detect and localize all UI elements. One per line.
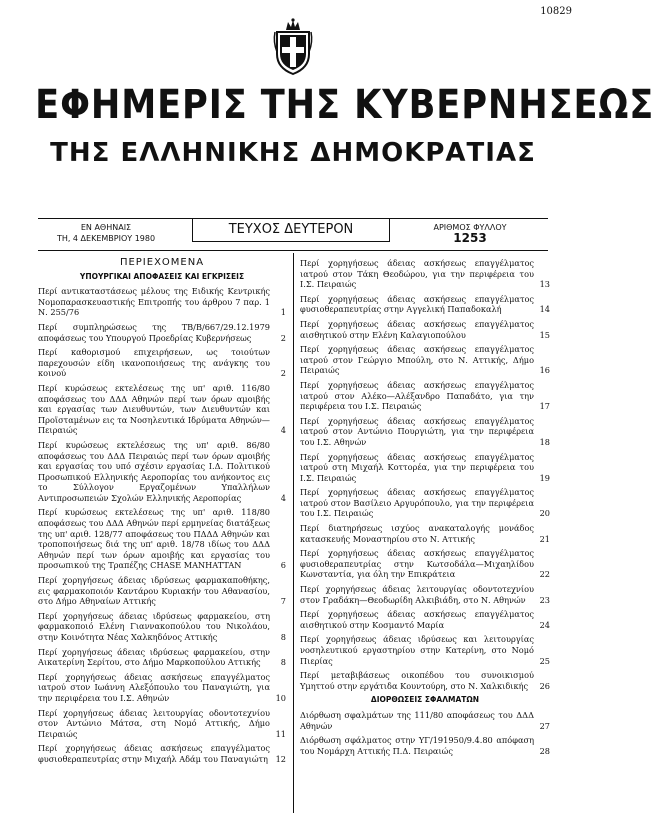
contents-entry — [38, 286, 286, 318]
contents-entry — [300, 344, 550, 376]
contents-heading: ΠΕΡΙΕΧΟΜΕΝΑ — [119, 257, 205, 268]
contents-entry — [300, 548, 550, 580]
entry-page-number: 2 — [280, 332, 286, 343]
entry-text: Περί καθορισμού επιχειρήσεων, ως τοιούτων παρεχουσών είδη ικανοποιήσεως της ανάγκης του κοινού — [38, 347, 270, 379]
entry-page-number: 13 — [539, 279, 550, 290]
contents-entry — [300, 634, 550, 666]
entry-page-number: 15 — [539, 329, 550, 340]
contents-entry — [38, 440, 286, 504]
entry-page-number: 6 — [280, 560, 286, 571]
contents-entry — [38, 347, 286, 379]
contents-entry — [38, 611, 286, 643]
entry-page-number: 8 — [280, 657, 286, 668]
contents-entry — [300, 735, 550, 756]
section-heading-corrections: ΔΙΟΡΘΩΣΕΙΣ ΣΦΑΛΜΑΤΩΝ — [370, 695, 480, 705]
entry-text: Περί χορηγήσεως άδειας ιδρύσεως φαρμακείου, στη φαρμακοποιό Ελένη Γιαννακοπούλου του Νικολάου, στην Κοινότητα Νέας Χαλκηδόνος Αττικής — [38, 610, 270, 642]
contents-entry — [38, 672, 286, 704]
entry-text: Διόρθωση σφάλματος στην ΥΓ/191950/9.4.80 απόφαση του Νομάρχη Αττικής Π.Δ. Πειραιώς — [300, 735, 534, 756]
entry-page-number: 4 — [280, 425, 286, 436]
entry-page-number: 19 — [539, 472, 550, 483]
entry-page-number: 28 — [539, 745, 550, 756]
entry-page-number: 12 — [275, 753, 286, 764]
greek-coat-of-arms-icon — [271, 18, 315, 76]
entry-text: Περί αντικαταστάσεως μέλους της Ειδικής Κεντρικής Νομοπαρασκευαστικής Επιτροπής του άρθρου 7 παρ. 1 Ν. 255/76 — [38, 286, 270, 318]
gazette-title: ΕΦΗΜΕΡΙΣ ΤΗΣ ΚΥΒΕΡΝΗΣΕΩΣ — [35, 82, 654, 128]
contents-entry — [300, 670, 550, 691]
entry-page-number: 10 — [275, 692, 286, 703]
contents-entry — [38, 743, 286, 764]
entry-page-number: 11 — [275, 728, 286, 739]
contents-entry — [38, 708, 286, 740]
entry-page-number: 22 — [539, 569, 550, 580]
entry-text: Περί χορηγήσεως άδειας ασκήσεως επαγγέλματος ιατρού στον Αλέκο—Αλέξανδρο Παπαδάτο, για την περιφέρεια του Ι.Σ. Πειραιώς — [300, 379, 534, 412]
entry-page-number: 4 — [280, 492, 286, 503]
entry-page-number: 16 — [539, 365, 550, 376]
entry-text: Περί κυρώσεως εκτελέσεως της υπ' αριθ. 116/80 αποφάσεως του ΔΔΔ Αθηνών περί των όρων αμοιβής και εργασίας των Διευθυντών, των Διευθυντών και Προϊσταμένων εις τα Νοσηλευτικά Ιδρύματα Αθηνών—Πειραιώς — [38, 382, 270, 436]
entry-text: Περί χορηγήσεως άδειας ασκήσεως επαγγέλματος ιατρού στη Μιχαήλ Κοττορέα, για την περιφέρεια του Ι.Σ. Πειραιώς — [300, 451, 534, 483]
contents-entry — [300, 416, 550, 448]
entry-text: Περί χορηγήσεως άδειας ασκήσεως επαγγέλματος φυσιοθεραπευτρίας στην Μιχαήλ Αδάμ του Παναγιώτη — [38, 743, 270, 764]
entry-page-number: 2 — [280, 368, 286, 379]
column-divider — [293, 253, 294, 813]
masthead-info — [0, 190, 586, 250]
entry-text: Περί διατηρήσεως ισχύος ανακαταλογής μονάδος κατασκευής Μοναστηρίου στο Ν. Αττικής — [300, 523, 534, 544]
issue-type-box: ΤΕΥΧΟΣ ΔΕΥΤΕΡΟΝ — [192, 218, 390, 242]
contents-list-right — [300, 258, 550, 691]
contents-entry — [300, 609, 550, 630]
entry-text: Περί χορηγήσεως άδειας λειτουργίας οδοντοτεχνίου στον Αντώνιο Μάτσα, στη Νομό Αττικής, Δήμο Πειραιώς — [38, 707, 270, 739]
entry-text: Περί χορηγήσεως άδειας ιδρύσεως και λειτουργίας νοσηλευτικού εργαστηρίου στην Κατερίνη, στο Νομό Πιερίας — [300, 634, 534, 666]
contents-entry — [38, 575, 286, 607]
sheet-number: 1253 — [453, 231, 487, 245]
entry-page-number: 1 — [280, 307, 286, 318]
entry-page-number: 18 — [539, 436, 550, 447]
contents-entry — [300, 487, 550, 519]
entry-page-number: 27 — [539, 720, 550, 731]
entry-text: Περί κυρώσεως εκτελέσεως της υπ' αριθ. 86/80 αποφάσεως του ΔΔΔ Πειραιώς περί των όρων αμοιβής και εργασίας του υπό σχέσιν εργασίας Ι.Δ. Πολιτικού Προσωπικού Ελληνικής Αεροπορίας του ανήκοντος εις το Σύλλογον Εργαζομένων Υπαλλήλων Αντιπροσωπειών Σχολών Ελληνικής Αεροπορίας — [38, 439, 270, 503]
entry-text: Περί συμπληρώσεως της ΤΒ/Β/667/29.12.1979 αποφάσεως του Υπουργού Προεδρίας Κυβερνήσεως — [38, 321, 270, 343]
entry-text: Περί κυρώσεως εκτελέσεως της υπ' αριθ. 118/80 αποφάσεως του ΔΔΔ Αθηνών περί ερμηνείας διατάξεως της υπ' αριθ. 128/77 αποφάσεως του ΠΔΔΔ Αθηνών και τροποποιήσεως διά της υπ' αριθ. 18/78 ιδίως του ΔΔΔ Αθηνών περί των όρων αμοιβής και εργασίας του προσωπικού της Τραπέζης CHASE MANHATTAN — [38, 507, 270, 571]
entry-page-number: 24 — [539, 619, 550, 630]
contents-list-left — [38, 286, 286, 764]
entry-page-number: 17 — [539, 401, 550, 412]
contents-entry — [38, 507, 286, 571]
contents-entry — [300, 523, 550, 544]
entry-text: Περί χορηγήσεως άδειας λειτουργίας οδοντοτεχνίου στον Γραδάκη—Θεοδωρίδη Αλκιβιάδη, στο Ν. Αθηνών — [300, 584, 534, 605]
sheet-number-label: ΑΡΙΘΜΟΣ ΦΥΛΛΟΥ — [433, 223, 507, 232]
entry-text: Περί χορηγήσεως άδειας ασκήσεως επαγγέλματος ιατρού στον Ιωάννη Αλεξόπουλο του Παναγιώτη, για την περιφέρεια του Ι.Σ. Αθηνών — [38, 671, 270, 703]
contents-entry — [38, 383, 286, 436]
contents-entry — [300, 452, 550, 484]
issue-date: ΤΗ, 4 ΔΕΚΕΜΒΡΙΟΥ 1980 — [56, 234, 156, 243]
entry-text: Περί χορηγήσεως άδειας ασκήσεως επαγγέλματος φυσιοθεραπευτρίας στην Κωτσοδάλα—Μιχαηλίδου Κωνσταντία, για όλη την Επικράτεια — [300, 548, 534, 580]
issue-place: ΕΝ ΑΘΗΝΑΙΣ — [80, 223, 132, 232]
page-number: 10829 — [540, 6, 572, 17]
gazette-subtitle: ΤΗΣ ΕΛΛΗΝΙΚΗΣ ΔΗΜΟΚΡΑΤΙΑΣ — [50, 138, 536, 168]
contents-right-column — [300, 258, 550, 760]
entry-page-number: 7 — [280, 596, 286, 607]
entry-page-number: 8 — [280, 632, 286, 642]
entry-text: Περί χορηγήσεως άδειας ιδρύσεως φαρμακαποθήκης, εις φαρμακοποιόν Καντάρου Κυριακήν του Αθανασίου, στο Δήμο Αθηναίων Αττικής — [38, 575, 270, 607]
entry-text: Περί μεταβιβάσεως οικοπέδου του συνοικισμού Υμηττού στην εργάτιδα Κουντούρη, στο Ν. Χαλκιδικής — [300, 670, 534, 691]
contents-entry — [38, 647, 286, 668]
entry-text: Περί χορηγήσεως άδειας ασκήσεως επαγγέλματος ιατρού στον Τάκη Θεοδώρου, για την περιφέρεια του Ι.Σ. Πειραιώς — [300, 258, 534, 290]
entry-text: Περί χορηγήσεως άδειας ασκήσεως επαγγέλματος αισθητικού στην Κοσμαντό Μαρία — [300, 609, 534, 630]
contents-entry — [300, 584, 550, 605]
entry-page-number: 26 — [539, 680, 550, 691]
corrections-list — [300, 710, 550, 756]
sheet-number-block — [400, 222, 540, 244]
contents-entry — [300, 380, 550, 412]
entry-page-number: 20 — [539, 508, 550, 519]
contents-entry — [300, 319, 550, 340]
entry-page-number: 23 — [539, 594, 550, 605]
contents-entry — [38, 322, 286, 343]
section-heading-decisions: ΥΠΟΥΡΓΙΚΑΙ ΑΠΟΦΑΣΕΙΣ ΚΑΙ ΕΓΚΡΙΣΕΙΣ — [79, 271, 245, 281]
contents-entry — [300, 710, 550, 731]
entry-page-number: 25 — [539, 655, 550, 666]
contents-left-column — [38, 258, 286, 769]
entry-text: Περί χορηγήσεως άδειας ασκήσεως επαγγέλματος ιατρού στον Βασίλειο Αργυρόπουλο, για την περιφέρεια του Ι.Σ. Πειραιώς — [300, 487, 534, 519]
masthead-rule-bottom — [38, 250, 548, 251]
entry-text: Περί χορηγήσεως άδειας ασκήσεως επαγγέλματος ιατρού στον Αντώνιο Πουργιώτη, για την περιφέρεια του Ι.Σ. Αθηνών — [300, 415, 534, 447]
entry-text: Περί χορηγήσεως άδειας ασκήσεως επαγγέλματος φυσιοθεραπευτρίας στην Αγγελική Παπαδοκαλή — [300, 293, 534, 315]
entry-text: Περί χορηγήσεως άδειας ασκήσεως επαγγέλματος αισθητικού στην Ελένη Καλαγιοπούλου — [300, 318, 534, 340]
entry-page-number: 14 — [539, 304, 550, 315]
entry-text: Περί χορηγήσεως άδειας ιδρύσεως φαρμακείου, στην Αικατερίνη Σερίτου, στο Δήμο Μαρκοπούλου Αττικής — [38, 646, 270, 668]
entry-text: Διόρθωση σφαλμάτων της 111/80 αποφάσεως του ΔΔΔ Αθηνών — [300, 709, 534, 731]
contents-entry — [300, 258, 550, 290]
entry-text: Περί χορηγήσεως άδειας ασκήσεως επαγγέλματος ιατρού στον Γεώργιο Μπούλη, στο Ν. Αττικής, Δήμο Πειραιώς — [300, 344, 534, 376]
issue-place-date — [36, 222, 176, 244]
contents-entry — [300, 294, 550, 315]
entry-page-number: 21 — [539, 533, 550, 544]
